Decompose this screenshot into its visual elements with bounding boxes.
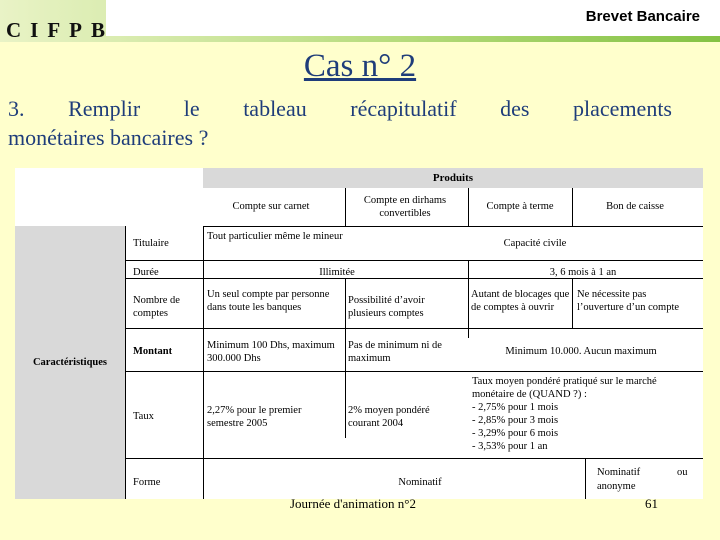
products-header: Produits: [203, 168, 703, 188]
taux-line: - 3,53% pour 1 an: [472, 441, 548, 452]
taux-dirhams: 2% moyen pondéré courant 2004: [348, 405, 430, 429]
row-label-nombre: Nombre de comptes: [133, 295, 180, 319]
duree-left: Illimitée: [319, 267, 355, 278]
summary-table: [15, 168, 703, 499]
grid-line: [125, 371, 703, 372]
taux-carnet: 2,27% pour le premier semestre 2005: [207, 405, 302, 429]
row-label-titulaire: Titulaire: [133, 238, 169, 249]
titulaire-carnet: Tout particulier même le mineur: [207, 231, 343, 242]
grid-line: [468, 188, 469, 226]
row-label-taux: Taux: [133, 411, 154, 422]
case-title: Cas n° 2: [303, 48, 417, 84]
nombre-bon: Ne nécessite pas l’ouverture d’un compte: [577, 289, 680, 313]
brand-box: [106, 0, 720, 36]
question-line-2: monétaires bancaires ?: [8, 125, 209, 150]
forme-bon-b: anonyme: [597, 481, 636, 492]
row-label-duree: Durée: [133, 267, 159, 278]
taux-line: - 2,75% pour 1 mois: [472, 402, 559, 413]
taux-line: - 2,85% pour 3 mois: [472, 415, 559, 426]
row-label-forme: Forme: [133, 477, 161, 488]
row-label-montant: Montant: [133, 346, 173, 357]
page-number: 61: [645, 496, 658, 511]
grid-line: [345, 188, 346, 226]
duree-right: 3, 6 mois à 1 an: [549, 267, 617, 278]
grid-line: [125, 328, 703, 329]
montant-carnet: Minimum 100 Dhs, maximum 300.000 Dhs: [207, 340, 335, 364]
taux-line: - 3,29% pour 6 mois: [472, 428, 559, 439]
grid-line: [585, 458, 586, 499]
grid-line: [125, 278, 703, 279]
brand-title: Brevet Bancaire: [585, 8, 700, 25]
taux-line: Taux moyen pondéré pratiqué sur le marché monétaire de (QUAND ?) :: [472, 376, 657, 400]
montant-dirhams: Pas de minimum ni de maximum: [348, 340, 442, 364]
titulaire-rest: Capacité civile: [503, 238, 567, 249]
grid-line: [572, 278, 573, 328]
grid-line: [203, 226, 703, 227]
nombre-terme: Autant de blocages que de comptes à ouvrir: [471, 289, 570, 313]
cifpb-logo: CIFPB: [6, 18, 114, 42]
col-header-bon: Bon de caisse: [606, 201, 664, 212]
col-header-carnet: Compte sur carnet: [232, 201, 310, 212]
grid-line: [468, 260, 469, 338]
grid-line: [572, 188, 573, 226]
forme-bon-or: ou: [677, 467, 688, 478]
taux-right: [472, 375, 697, 453]
nombre-carnet: Un seul compte par personne dans toute les banques: [207, 289, 330, 313]
grid-line: [345, 278, 346, 438]
montant-right: Minimum 10.000. Aucun maximum: [505, 346, 657, 357]
col-header-terme: Compte à terme: [486, 201, 554, 212]
forme-left: Nominatif: [398, 477, 442, 488]
nombre-dirhams: Possibilité d’avoir plusieurs comptes: [348, 295, 425, 319]
grid-line: [125, 458, 703, 459]
characteristics-text: Caractéristiques: [32, 357, 108, 368]
forme-bon-a: Nominatif: [597, 467, 641, 478]
question-line-1: 3. Remplir le tableau récapitulatif des placements: [8, 96, 672, 121]
footer-event: Journée d'animation n°2: [290, 496, 416, 511]
characteristics-label: [15, 226, 125, 499]
grid-line: [125, 260, 703, 261]
col-header-dirhams: Compte en dirhams convertibles: [363, 195, 447, 219]
